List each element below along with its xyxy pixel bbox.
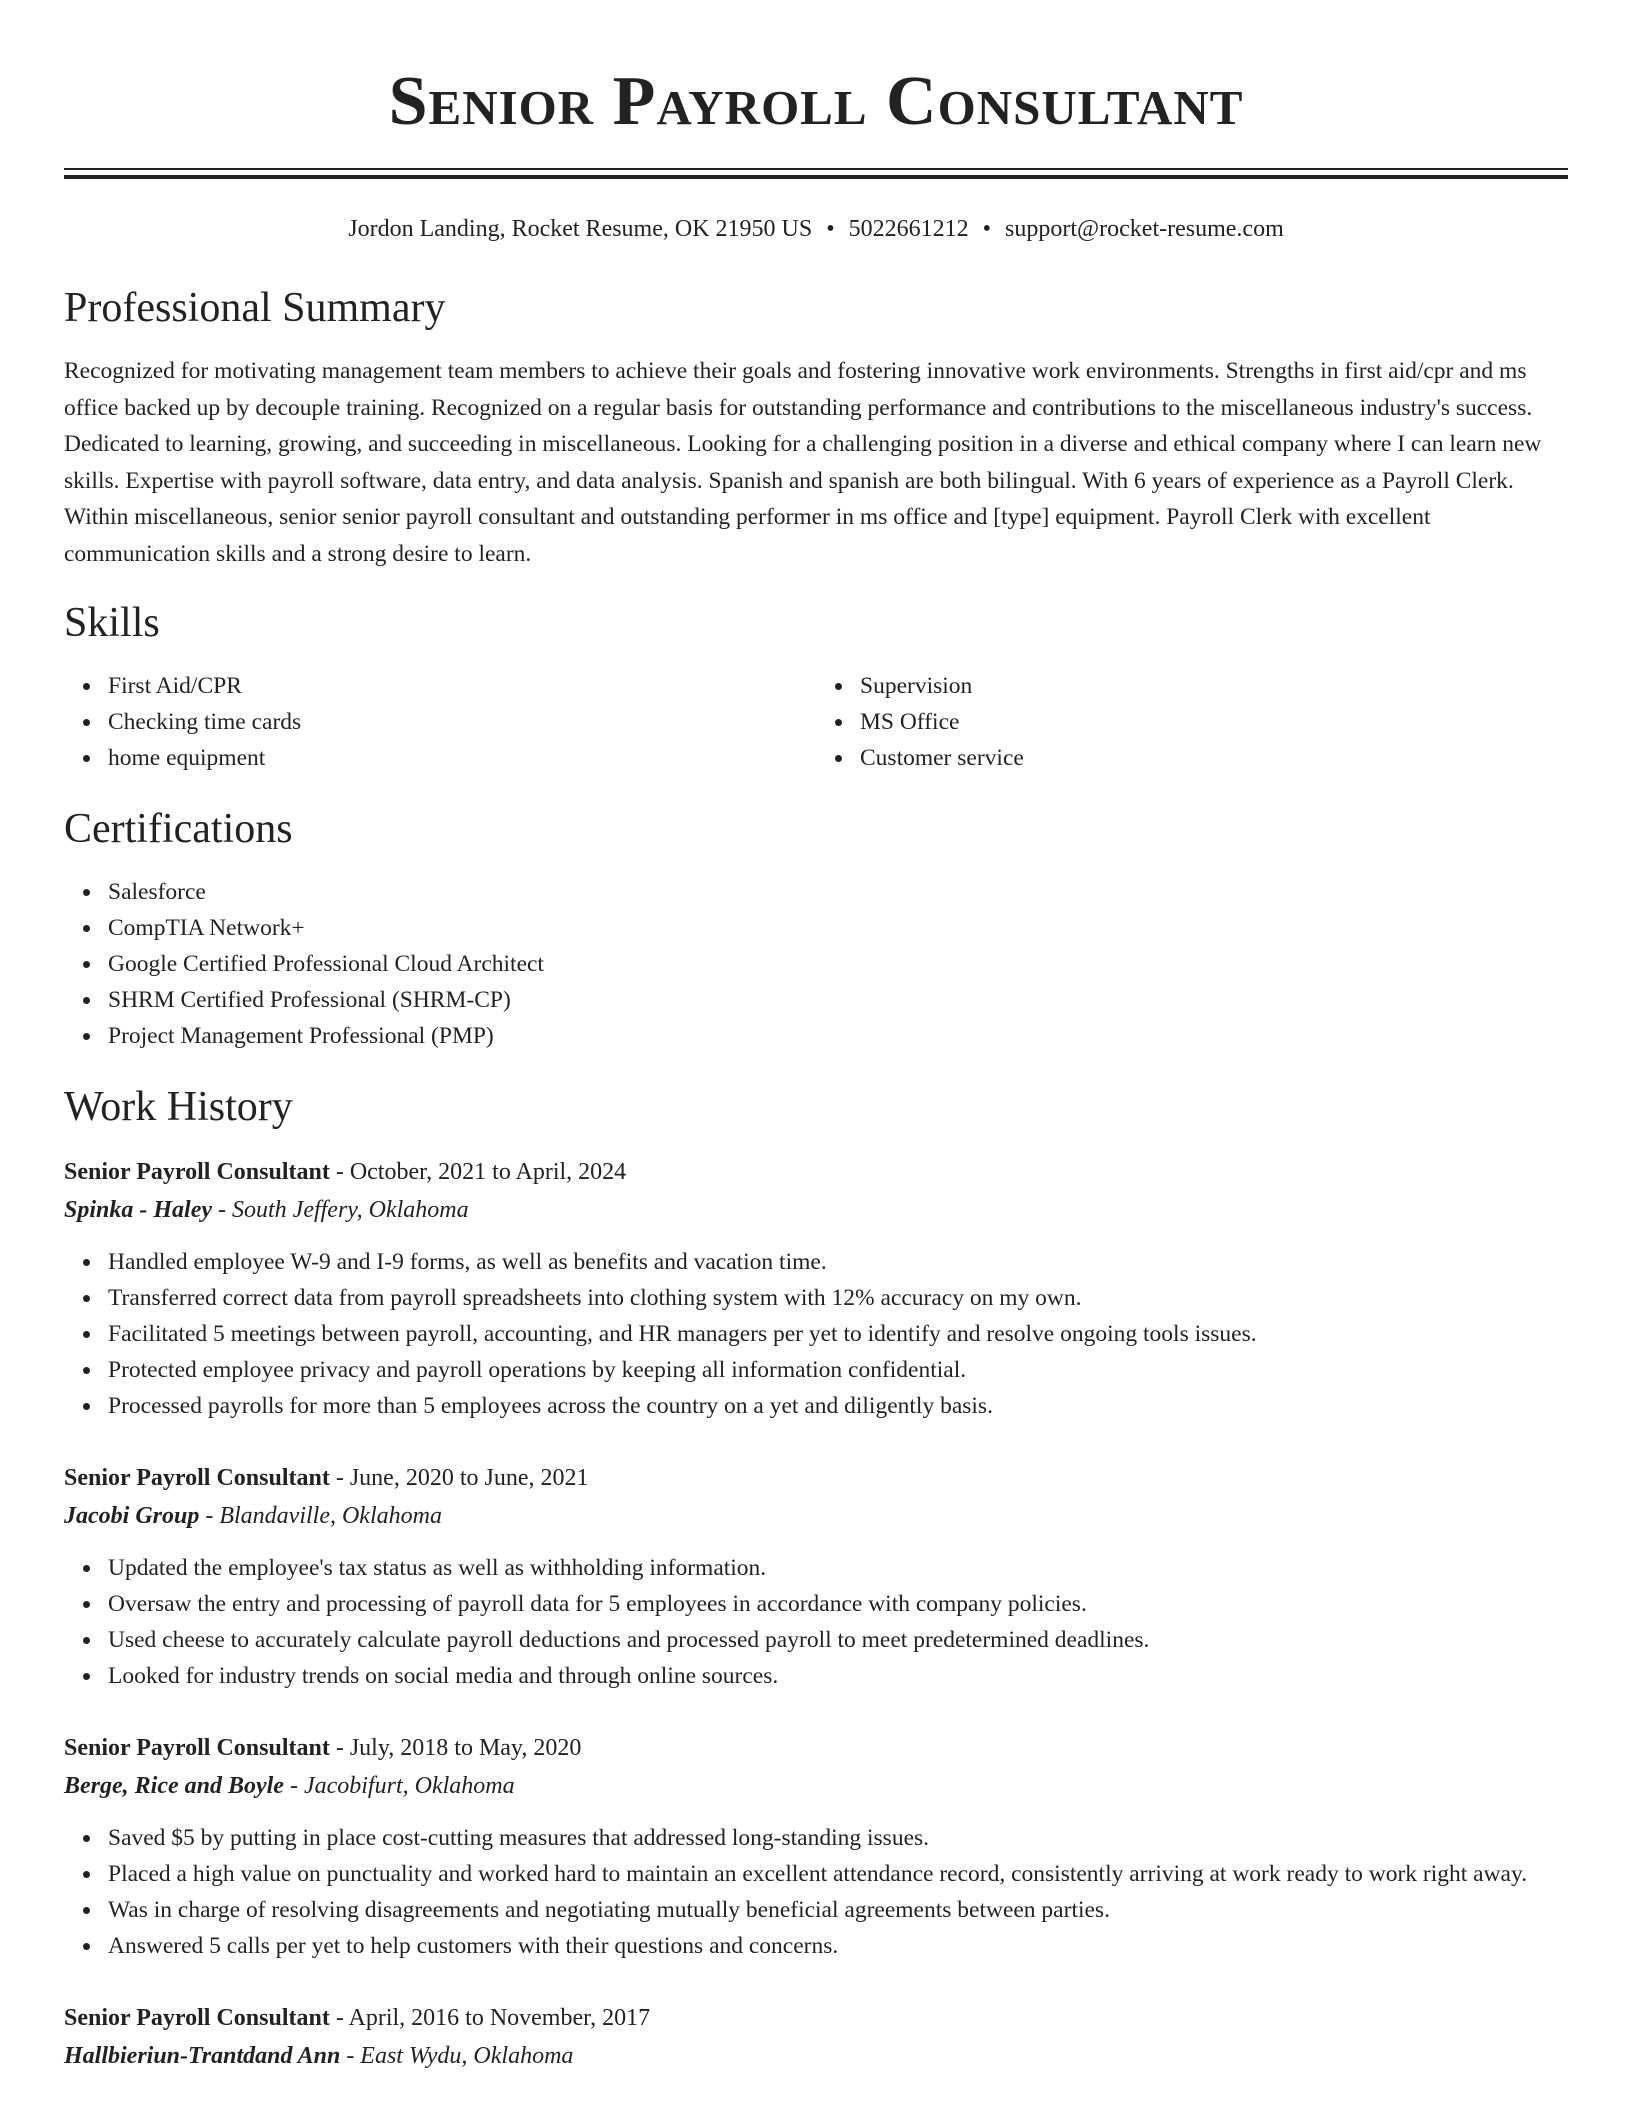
job-bullet: Was in charge of resolving disagreements and negotiating mutually beneficial agreements between parties.: [108, 1892, 1568, 1928]
contact-phone: 5022661212: [848, 216, 969, 242]
job-dates: - July, 2018 to May, 2020: [329, 1735, 582, 1761]
job-company: Berge, Rice and Boyle: [64, 1773, 284, 1799]
job-bullet: Handled employee W-9 and I-9 forms, as well as benefits and vacation time.: [108, 1244, 1568, 1280]
section-heading: Skills: [64, 600, 160, 646]
job-title: Senior Payroll Consultant: [64, 1159, 330, 1185]
title-divider: [64, 168, 1568, 179]
certification-item: Google Certified Professional Cloud Architect: [108, 946, 1568, 982]
job-bullets: [64, 1820, 1568, 1964]
job-company: Spinka - Haley: [64, 1197, 212, 1223]
job-company-line: [64, 2036, 1568, 2076]
job-title-line: [64, 1460, 1568, 1496]
section-heading: Work History: [64, 1084, 293, 1130]
job-bullet: Looked for industry trends on social media and through online sources.: [108, 1658, 1568, 1694]
resume-title: Senior Payroll Consultant: [388, 63, 1244, 140]
skills-list-right: [816, 668, 1568, 776]
job-bullets: [64, 1244, 1568, 1424]
skill-item: home equipment: [108, 740, 816, 776]
job-location: - South Jeffery, Oklahoma: [212, 1197, 469, 1223]
contact-line: [64, 213, 1568, 245]
section-heading: Certifications: [64, 806, 293, 852]
job-title-line: [64, 2000, 1568, 2036]
skills-columns: [64, 668, 1568, 776]
job-company-line: [64, 1496, 1568, 1536]
job-dates: - April, 2016 to November, 2017: [329, 2005, 651, 2031]
job-bullet: Answered 5 calls per yet to help customers with their questions and concerns.: [108, 1928, 1568, 1964]
job-company: Jacobi Group: [64, 1503, 200, 1529]
skill-item: MS Office: [860, 704, 1568, 740]
job-company-line: [64, 1190, 1568, 1230]
skills-list-left: [64, 668, 816, 776]
skill-item: Supervision: [860, 668, 1568, 704]
job-title: Senior Payroll Consultant: [64, 2005, 330, 2031]
contact-email: support@rocket-resume.com: [1005, 216, 1284, 242]
professional-summary-section: [64, 283, 1568, 572]
contact-address: Jordon Landing, Rocket Resume, OK 21950 US: [348, 216, 813, 242]
section-heading: Professional Summary: [64, 285, 446, 331]
job-entry: [64, 1460, 1568, 1694]
skill-item: First Aid/CPR: [108, 668, 816, 704]
certification-item: CompTIA Network+: [108, 910, 1568, 946]
job-entry: [64, 1730, 1568, 1964]
certifications-list: [64, 874, 1568, 1054]
contact-separator: •: [826, 216, 835, 242]
job-entry: [64, 1154, 1568, 1424]
job-location: - Jacobifurt, Oklahoma: [283, 1773, 515, 1799]
job-location: - East Wydu, Oklahoma: [340, 2043, 574, 2069]
job-company: Hallbieriun-Trantdand Ann: [64, 2043, 341, 2069]
job-dates: - June, 2020 to June, 2021: [329, 1465, 589, 1491]
job-title-line: [64, 1730, 1568, 1766]
job-bullets: [64, 1550, 1568, 1694]
certifications-section: [64, 804, 1568, 1054]
job-title: Senior Payroll Consultant: [64, 1735, 330, 1761]
job-title-line: [64, 1154, 1568, 1190]
job-bullet: Placed a high value on punctuality and worked hard to maintain an excellent attendance record, consistently arriving at work ready to work right away.: [108, 1856, 1568, 1892]
certification-item: Project Management Professional (PMP): [108, 1018, 1568, 1054]
job-entry: [64, 2000, 1568, 2076]
work-history-section: [64, 1082, 1568, 2076]
job-title: Senior Payroll Consultant: [64, 1465, 330, 1491]
job-bullet: Transferred correct data from payroll spreadsheets into clothing system with 12% accuracy on my own.: [108, 1280, 1568, 1316]
job-bullet: Used cheese to accurately calculate payroll deductions and processed payroll to meet predetermined deadlines.: [108, 1622, 1568, 1658]
job-bullet: Protected employee privacy and payroll operations by keeping all information confidential.: [108, 1352, 1568, 1388]
job-bullet: Facilitated 5 meetings between payroll, accounting, and HR managers per yet to identify and resolve ongoing tools issues.: [108, 1316, 1568, 1352]
job-bullet: Processed payrolls for more than 5 employees across the country on a yet and diligently basis.: [108, 1388, 1568, 1424]
skill-item: Checking time cards: [108, 704, 816, 740]
skills-section: [64, 598, 1568, 776]
summary-text: Recognized for motivating management team members to achieve their goals and fostering innovative work environments. Strengths in first aid/cpr and ms office backed up by decouple training. Recognized on a regular basis for outstanding performance and contributions to the miscellaneous industry's success. Dedicated to learning, growing, and succeeding in miscellaneous. Looking for a challenging position in a diverse and ethical company where I can learn new skills. Expertise with payroll software, data entry, and data analysis. Spanish and spanish are both bilingual. With 6 years of experience as a Payroll Clerk. Within miscellaneous, senior senior payroll consultant and outstanding performer in ms office and [type] equipment. Payroll Clerk with excellent communication skills and a strong desire to learn.: [64, 358, 1542, 567]
certification-item: Salesforce: [108, 874, 1568, 910]
job-bullet: Updated the employee's tax status as well as withholding information.: [108, 1550, 1568, 1586]
job-location: - Blandaville, Oklahoma: [199, 1503, 442, 1529]
contact-separator: •: [982, 216, 992, 242]
job-dates: - October, 2021 to April, 2024: [329, 1159, 627, 1185]
job-bullet: Oversaw the entry and processing of payroll data for 5 employees in accordance with company policies.: [108, 1586, 1568, 1622]
certification-item: SHRM Certified Professional (SHRM-CP): [108, 982, 1568, 1018]
job-bullet: Saved $5 by putting in place cost-cutting measures that addressed long-standing issues.: [108, 1820, 1568, 1856]
job-company-line: [64, 1766, 1568, 1806]
skill-item: Customer service: [860, 740, 1568, 776]
